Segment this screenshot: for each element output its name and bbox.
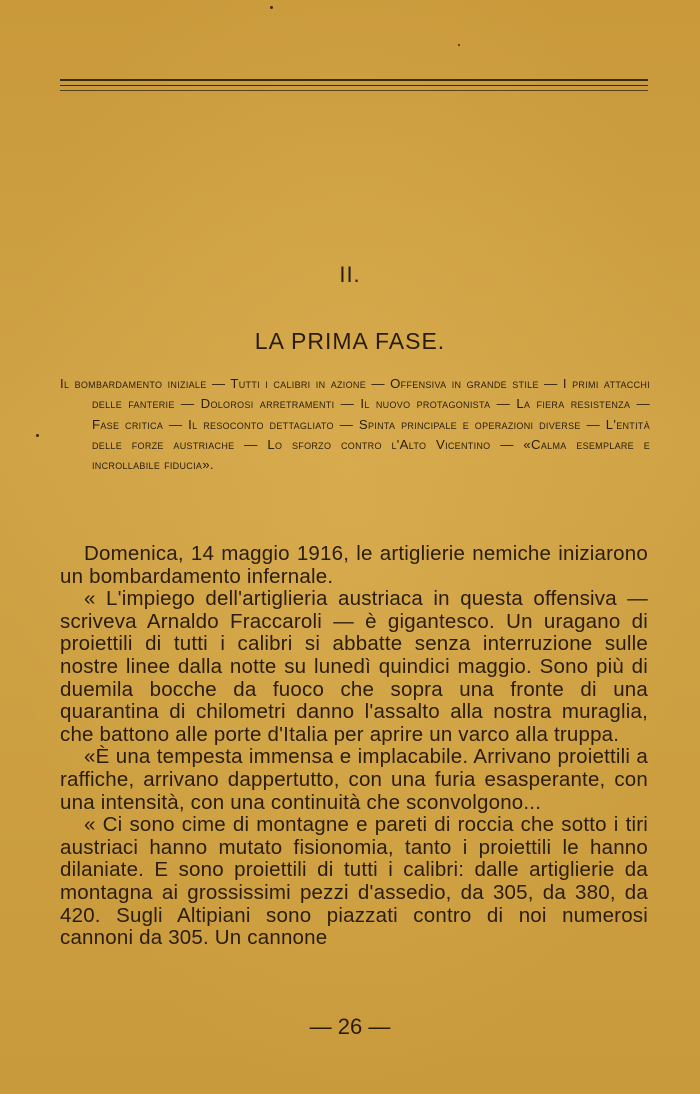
chapter-title: LA PRIMA FASE. [254, 328, 446, 354]
paper-speck [36, 434, 39, 437]
paragraph: « Ci sono cime di montagne e pareti di roccia che sotto i tiri austriaci hanno mutato fisionomia, tanto i proiettili le hanno dilaniate. E sono proiettili di tutti i calibri: dalle artiglierie da montagna ai grossissimi pezzi d'assedio, da 305, da 380, da 420. Sugli Altipiani sono piazzati contro di noi numerosi cannoni da 305. Un cannone [60, 813, 648, 950]
body-text [60, 543, 648, 950]
header-rule [60, 79, 648, 81]
page-number: — 26 — [309, 1014, 391, 1039]
paper-speck [270, 6, 273, 9]
paper-speck [458, 44, 460, 46]
paragraph: «È una tempesta immensa e implacabile. Arrivano proiettili a raffiche, arrivano dappertutto, con una furia esasperante, con una intensità, con una continuità che sconvolgono... [60, 745, 648, 814]
paragraph: « L'impiego dell'artiglieria austriaca in questa offensiva — scriveva Arnaldo Fraccaroli — è gigantesco. Un uragano di proiettili di tutti i calibri si abbatte senza interruzione sulle nostre linee dalla notte su lunedì quindici maggio. Sono più di duemila bocche da fuoco che sopra una fronte di una quarantina di chilometri danno l'assalto alla nostra muraglia, che battono alle porte d'Italia per aprire un varco alla truppa. [60, 587, 648, 746]
header-rule [60, 90, 648, 91]
chapter-number: II. [339, 262, 361, 287]
chapter-summary: Il bombardamento iniziale — Tutti i calibri in azione — Offensiva in grande stile — I primi attacchi delle fanterie — Dolorosi arretramenti — Il nuovo protagonista — La fiera resistenza — Fase critica — Il resoconto dettagliato — Spinta principale e operazioni diverse — L'entità delle forze austriache — Lo sforzo contro l'Alto Vicentino — «Calma esemplare e incrollabile fiducia». [60, 376, 650, 473]
header-rule [60, 85, 648, 86]
paragraph: Domenica, 14 maggio 1916, le artiglierie nemiche iniziarono un bombardamento infernale. [60, 542, 648, 588]
